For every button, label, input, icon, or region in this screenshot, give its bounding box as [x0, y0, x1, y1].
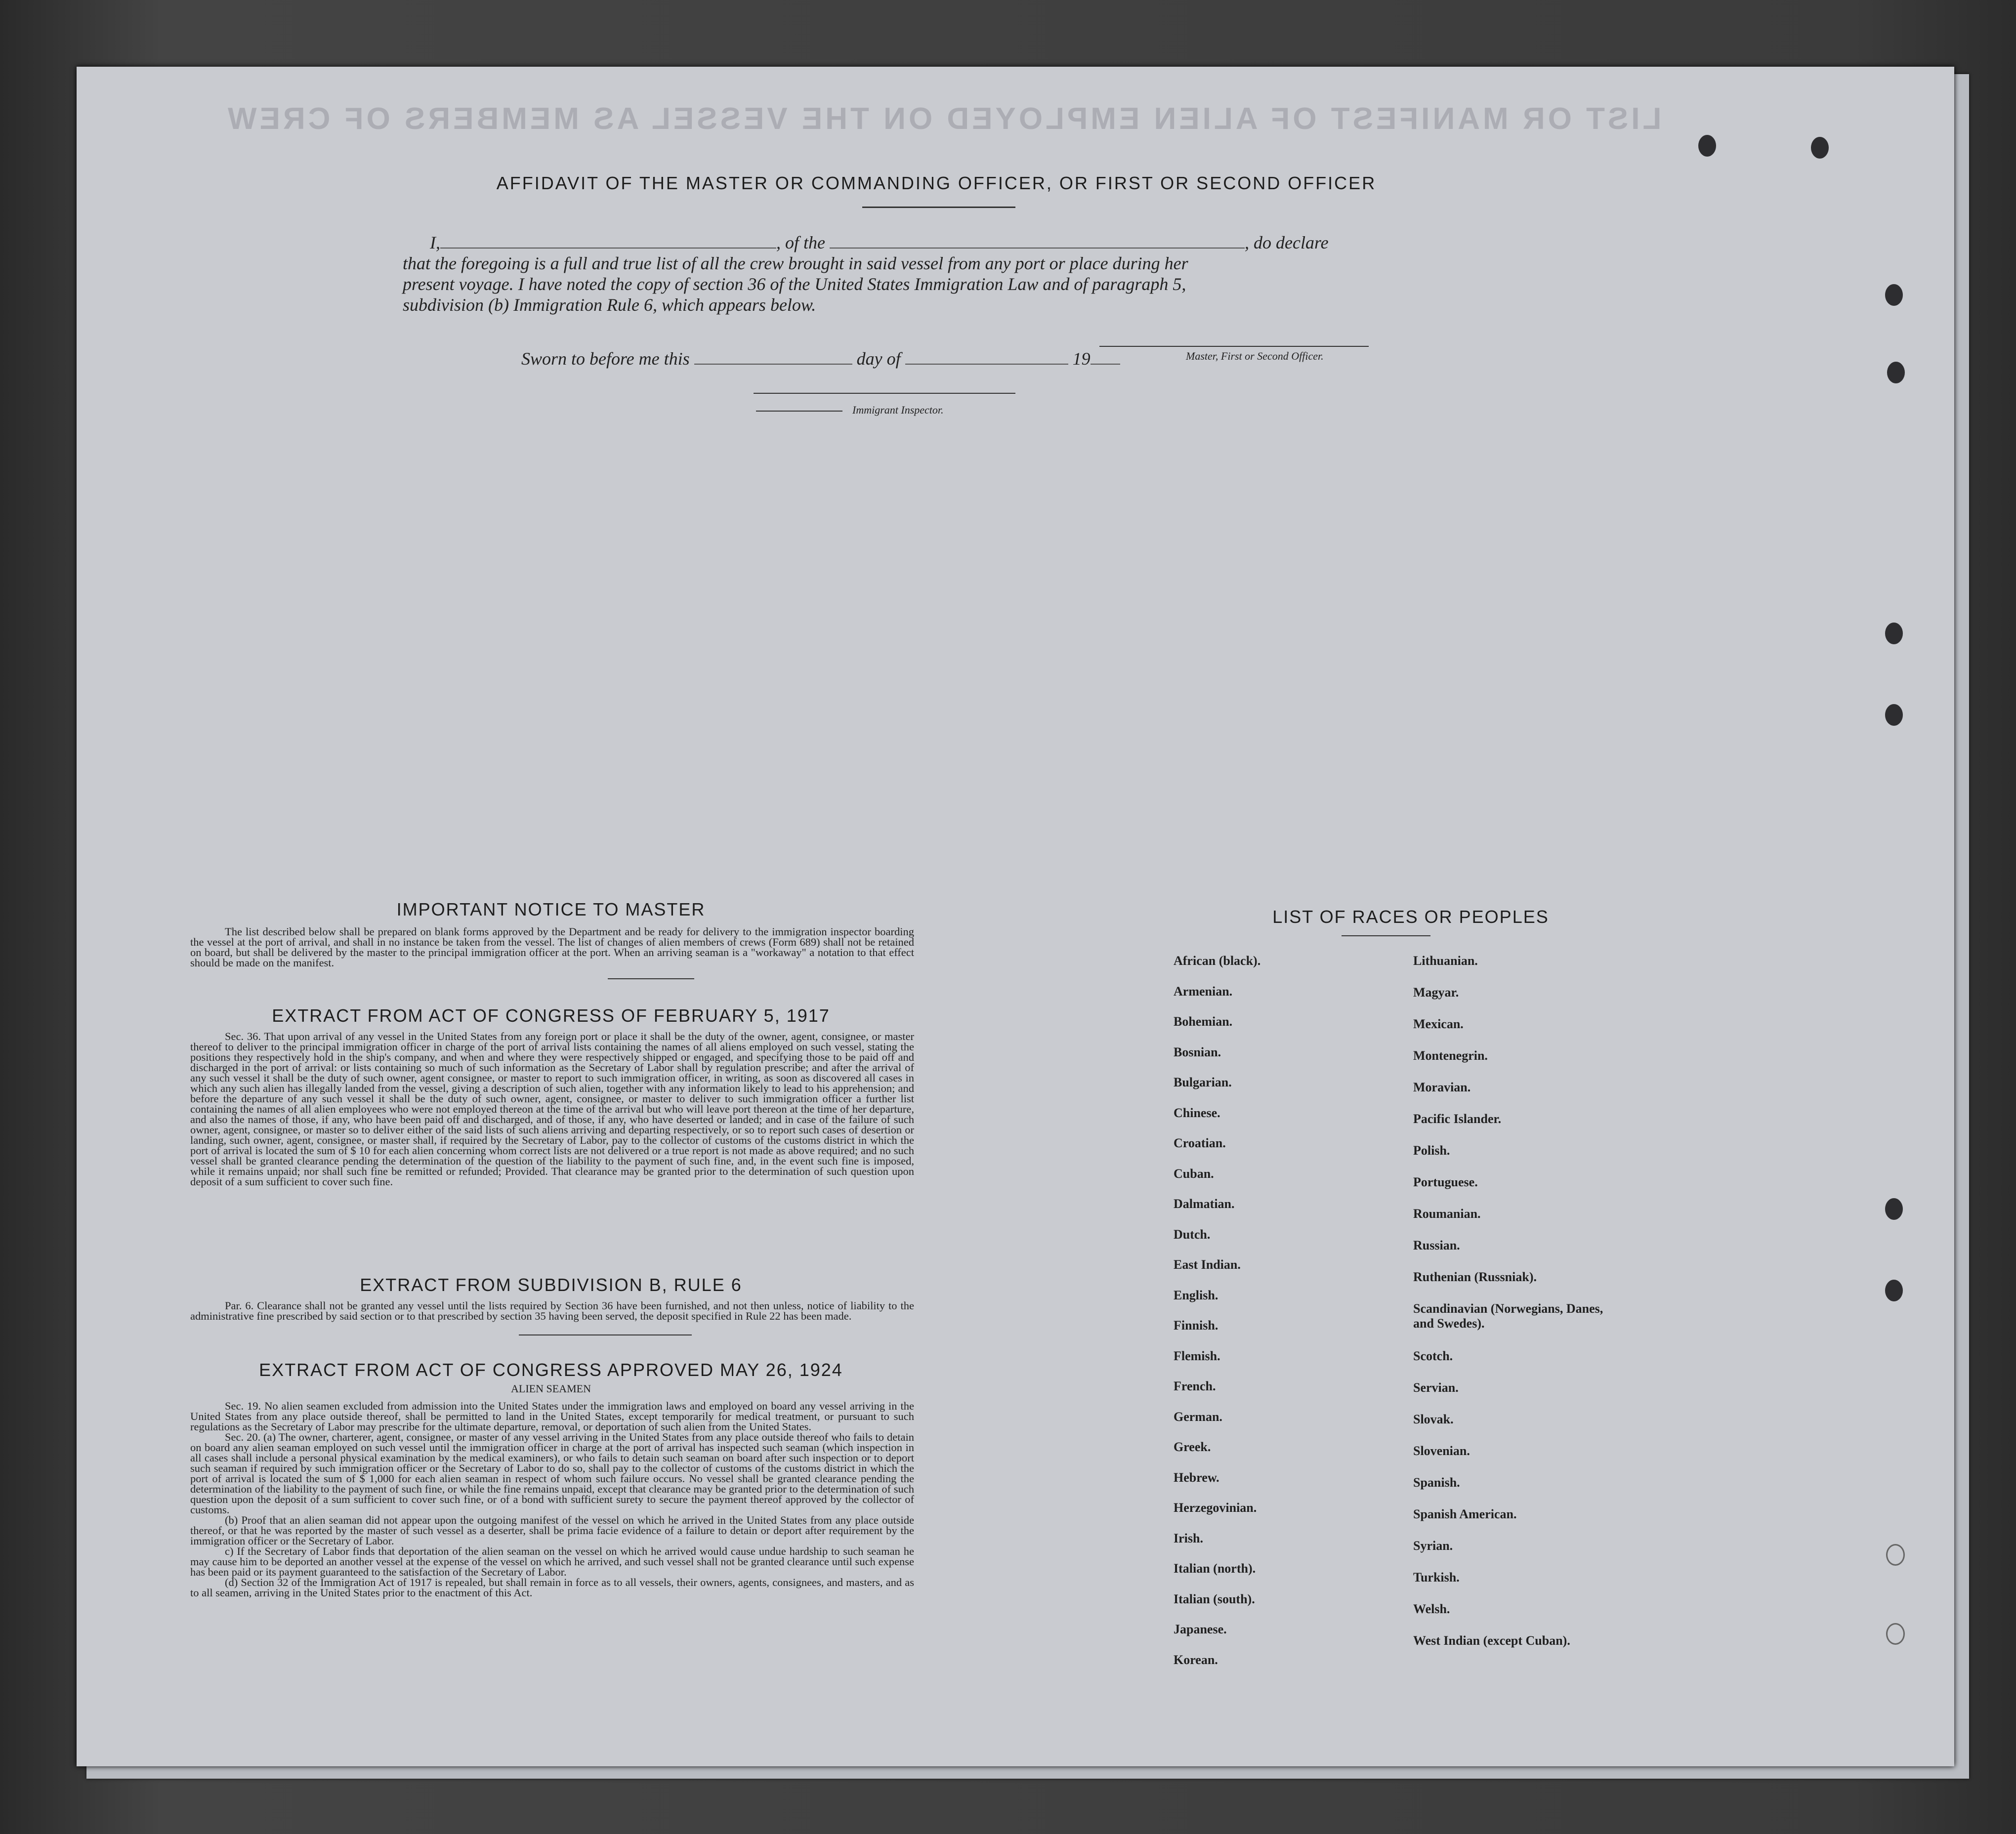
sworn-line	[521, 348, 1262, 369]
affidavit-line-4: subdivision (b) Immigration Rule 6, which appears below.	[403, 295, 816, 315]
punch-hole	[1887, 362, 1905, 383]
races-title: LIST OF RACES OR PEOPLES	[1272, 907, 1549, 927]
race-item: Greek.	[1174, 1440, 1211, 1454]
punch-hole	[1885, 284, 1903, 306]
affidavit-i: I,	[430, 233, 440, 252]
extract-1924-paragraph: (d) Section 32 of the Immigration Act of 1917 is repealed, but shall remain in force as to all vessels, their owners, agents, consignees, and masters, and as to all seamen, arriving in the United States prior to the enactment of this Act.	[190, 1576, 914, 1599]
race-item: Ruthenian (Russniak).	[1413, 1270, 1537, 1284]
race-item: Montenegrin.	[1413, 1048, 1488, 1063]
extract-1924-paragraph: (b) Proof that an alien seaman did not appear upon the outgoing manifest of the vessel on which he arrived in the United States from any place outside thereof, or that he was reported by the master of such vessel as a deserter, shall be prima facie evidence of a failure to detain or deport after requirement by the immigration officer or the Secretary of Labor.	[190, 1514, 914, 1547]
affidavit-text	[403, 232, 1490, 315]
inspector-signature-line[interactable]	[754, 393, 1015, 394]
race-item: Roumanian.	[1413, 1207, 1481, 1221]
bleed-through-text: LIST OR MANIFEST OF ALIEN EMPLOYED ON THE VESSEL AS MEMBERS OF CREW	[225, 102, 1662, 136]
races-right-column	[1413, 954, 1611, 1665]
extract-1924-paragraph: Sec. 20. (a) The owner, charterer, agent, consignee, or master of any vessel arriving in the United States from any place outside thereof who fails to detain on board any alien seaman employed on such vessel until the immigration officer in charge at the port of arrival has inspected such seaman (which inspection in all cases shall include a personal physical examination by the medical examiners), or who fails to detain such seaman on board after such inspection or to deport such seaman if required by such immigration officer or the Secretary of Labor to do so, shall pay to the collector of customs of the customs district in which the port of arrival is located the sum of $ 1,000 for each alien seaman in respect of whom such failure occurs. No vessel shall be granted clearance pending the determination of the liability to the payment of such fine, or while the fine remains unpaid, except that clearance may be granted prior to the determination of such question upon the deposit of a sum sufficient to cover such fine, or of a bond with sufficient surety to secure the payment thereof approved by the collector of customs.	[190, 1431, 914, 1516]
race-item: Slovak.	[1413, 1412, 1454, 1426]
race-item: German.	[1174, 1409, 1222, 1424]
race-item: Magyar.	[1413, 985, 1459, 1000]
race-item: French.	[1174, 1379, 1216, 1393]
races-title-rule	[1342, 935, 1430, 936]
race-item: Dutch.	[1174, 1227, 1211, 1242]
race-item: Bulgarian.	[1174, 1075, 1232, 1089]
race-item: Welsh.	[1413, 1602, 1450, 1616]
vessel-blank[interactable]	[830, 248, 1245, 249]
race-item: Scandinavian (Norwegians, Danes, and Swedes).	[1413, 1301, 1603, 1331]
affidavit-title-rule	[862, 207, 1015, 208]
race-item: Armenian.	[1174, 984, 1233, 999]
race-item: Spanish.	[1413, 1475, 1460, 1490]
extract-rule6-title: EXTRACT FROM SUBDIVISION B, RULE 6	[360, 1275, 742, 1295]
race-item: Finnish.	[1174, 1318, 1218, 1333]
race-item: Turkish.	[1413, 1570, 1460, 1584]
punch-hole	[1811, 137, 1829, 159]
punch-hole	[1698, 135, 1716, 157]
affidavit-title: AFFIDAVIT OF THE MASTER OR COMMANDING OFFICER, OR FIRST OR SECOND OFFICER	[496, 173, 1377, 193]
extract-1917-paragraph: Sec. 36. That upon arrival of any vessel in the United States from any foreign port or place it shall be the duty of the owner, agent, consignee, or master thereof to deliver to the principal immigration officer in charge of the port of arrival lists containing the names of all aliens employed on such vessel, stating the positions they respectively hold in the ship's company, and when and where they were respectively shipped or engaged, and specifying those to be paid off and discharged in the port of arrival: or lists containing so much of such information as the Secretary of Labor shall by regulation prescribe; and after the arrival of any such vessel it shall be the duty of such owner, agent consignee, or master to report to such immigration officer, in writing, as soon as discovered all cases in which any such alien has illegally landed from the vessel, giving a description of such alien, together with any information likely to lead to his apprehension; and before the departure of any such vessel it shall be the duty of such owner, agent, consignee, or master to deliver to such immigration officer a further list containing the names of all alien employees who were not employed thereon at the time of the arrival but who will leave port thereon at the time of her departure, and also the names of those, if any, who have been paid off and discharged, and of those, if any, who have deserted or landed; and in case of the failure of such owner, agent, consignee, or master so to deliver either of the said lists of such aliens arriving and departing respectively, or so to report such cases of desertion or landing, such owner, agent, consignee, or master shall, if required by the Secretary of Labor, pay to the collector of customs of the customs district in which the port of arrival is located the sum of $ 10 for each alien concerning whom correct lists are not delivered or a true report is not made as above required; and no such vessel shall be granted clearance pending the determination of the question of the liability to the payment of such fine, and, in the event such fine is imposed, while it remains unpaid; nor shall such fine be remitted or refunded; Provided. That clearance may be granted prior to the determination of such question upon deposit of a sum sufficient to cover such fine.	[190, 1030, 914, 1188]
race-item: West Indian (except Cuban).	[1413, 1633, 1570, 1648]
extract-1924-subtitle: ALIEN SEAMEN	[511, 1382, 591, 1395]
notice-paragraph: The list described below shall be prepared on blank forms approved by the Department and be ready for delivery to the immigration inspector boarding the vessel at the port of arrival, and shall in no instance be taken from the vessel. The list of changes of alien members of crews (Form 689) shall not be retained on board, but shall be delivered by the master to the principal immigration officer at the port. When an arriving seaman is a "workaway" a notation to that effect should be made on the manifest.	[190, 925, 914, 969]
day-blank[interactable]	[694, 364, 852, 365]
race-item: East Indian.	[1174, 1257, 1241, 1272]
year-blank[interactable]	[1091, 364, 1120, 365]
affidavit-do-declare: , do declare	[1244, 233, 1329, 252]
name-blank[interactable]	[440, 248, 776, 249]
extract-1924-title: EXTRACT FROM ACT OF CONGRESS APPROVED MAY 26, 1924	[259, 1360, 843, 1380]
punch-hole	[1885, 1198, 1903, 1220]
race-item: African (black).	[1174, 954, 1261, 968]
race-item: Lithuanian.	[1413, 954, 1478, 968]
race-item: Dalmatian.	[1174, 1197, 1235, 1211]
race-item: Italian (south).	[1174, 1591, 1255, 1606]
race-item: English.	[1174, 1288, 1218, 1302]
notice-title: IMPORTANT NOTICE TO MASTER	[396, 899, 706, 919]
extract-1924-paragraph: c) If the Secretary of Labor finds that deportation of the alien seaman on the vessel on which he arrived would cause undue hardship to such seaman he may cause him to be deported an another vessel at the expense of the vessel on which he arrived, and such vessel shall not be granted clearance until such expense has been paid or its payment guaranteed to the satisfaction of the Secretary of Labor.	[190, 1545, 914, 1578]
race-item: Polish.	[1413, 1143, 1450, 1158]
race-item: Croatian.	[1174, 1136, 1226, 1150]
races-left-column	[1174, 954, 1391, 1683]
punch-hole	[1885, 623, 1903, 644]
punch-hole	[1885, 1280, 1903, 1301]
race-item: Cuban.	[1174, 1166, 1214, 1181]
extract-1917-title: EXTRACT FROM ACT OF CONGRESS OF FEBRUARY 5, 1917	[272, 1005, 830, 1026]
year-prefix: 19	[1072, 349, 1091, 369]
race-item: Slovenian.	[1413, 1444, 1470, 1458]
race-item: Mexican.	[1413, 1017, 1464, 1031]
punch-hole	[1886, 1544, 1905, 1566]
race-item: Spanish American.	[1413, 1507, 1517, 1521]
notice-rule	[608, 978, 694, 979]
race-item: Portuguese.	[1413, 1175, 1478, 1189]
affidavit-line-2: that the foregoing is a full and true list of all the crew brought in said vessel from any port or place during her	[403, 253, 1188, 273]
punch-hole	[1886, 1623, 1905, 1645]
race-item: Servian.	[1413, 1380, 1459, 1395]
sworn-text: Sworn to before me this	[521, 349, 690, 369]
race-item: Scotch.	[1413, 1349, 1453, 1363]
signature-line[interactable]	[1099, 346, 1369, 347]
race-item: Japanese.	[1174, 1622, 1227, 1636]
notice-body	[190, 926, 914, 968]
month-blank[interactable]	[905, 364, 1068, 365]
affidavit-of-the: , of the	[776, 233, 825, 252]
race-item: Syrian.	[1413, 1539, 1453, 1553]
extract-1917-body	[190, 1031, 914, 1187]
inspector-short-line	[756, 411, 842, 412]
extract-rule6-paragraph: Par. 6. Clearance shall not be granted any vessel until the lists required by Section 36 have been furnished, and not then unless, notice of liability to the administrative fine prescribed by said section or to that prescribed by section 35 having been served, the deposit specified in Rule 22 has been made.	[190, 1299, 914, 1322]
signature-caption: Master, First or Second Officer.	[1186, 350, 1324, 362]
race-item: Hebrew.	[1174, 1470, 1219, 1485]
race-item: Korean.	[1174, 1652, 1218, 1667]
race-item: Irish.	[1174, 1531, 1203, 1545]
race-item: Chinese.	[1174, 1105, 1220, 1120]
document-page	[77, 67, 1954, 1766]
extract-1924-paragraph: Sec. 19. No alien seamen excluded from admission into the United States under the immigration laws and employed on board any vessel arriving in the United States from any place outside thereof, shall be permitted to land in the United States, except temporarily for medical treatment, or pursuant to such regulations as the Secretary of Labor may prescribe for the ultimate departure, removal, or deportation of such alien from the United States.	[190, 1400, 914, 1433]
extract-1924-body	[190, 1401, 914, 1598]
affidavit-line-3: present voyage. I have noted the copy of section 36 of the United States Immigration Law and of paragraph 5,	[403, 274, 1186, 294]
punch-hole	[1885, 704, 1903, 726]
race-item: Russian.	[1413, 1238, 1460, 1252]
rule6-rule	[519, 1334, 692, 1335]
day-of-text: day of	[856, 349, 901, 369]
race-item: Pacific Islander.	[1413, 1112, 1502, 1126]
race-item: Bosnian.	[1174, 1044, 1221, 1059]
race-item: Italian (north).	[1174, 1561, 1256, 1576]
race-item: Bohemian.	[1174, 1014, 1233, 1029]
race-item: Flemish.	[1174, 1348, 1220, 1363]
race-item: Herzegovinian.	[1174, 1501, 1257, 1515]
extract-rule6-body	[190, 1300, 914, 1321]
inspector-caption: Immigrant Inspector.	[852, 404, 944, 416]
race-item: Moravian.	[1413, 1080, 1471, 1094]
